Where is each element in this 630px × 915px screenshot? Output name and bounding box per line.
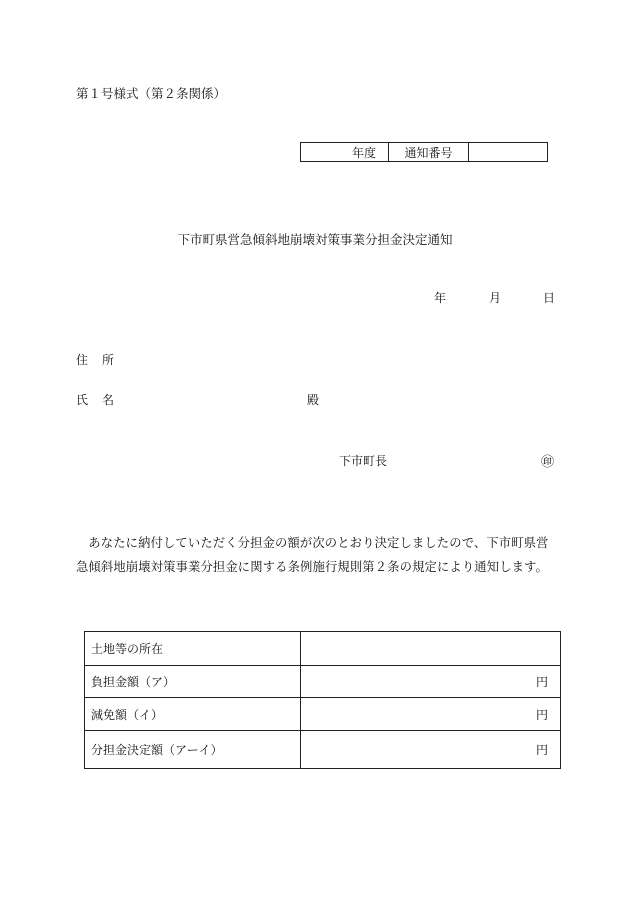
date-day: 日 [543,291,556,305]
name-label: 氏名 [76,393,129,407]
address-label: 住所 [76,353,129,367]
row-value-decided: 円 [301,731,561,769]
row-label-location: 土地等の所在 [85,632,301,666]
row-value-burden: 円 [301,666,561,698]
notice-number-value [469,143,547,161]
fiscal-year-cell: 年度 [301,143,389,161]
date-month: 月 [489,291,502,305]
notice-number-label: 通知番号 [389,143,469,161]
mayor-title: 下市町長 [339,454,388,468]
row-label-decided: 分担金決定額（アーイ） [85,731,301,769]
honorific: 殿 [307,393,320,407]
table-row [85,731,561,769]
row-label-burden: 負担金額（ア） [85,666,301,698]
body-paragraph: あなたに納付していただく分担金の額が次のとおり決定しましたので、下市町県営急傾斜地崩壊対策事業分担金に関する条例施行規則第２条の規定により通知します。 [76,536,549,574]
date-year: 年 [434,291,447,305]
form-number: 第１号様式（第２条関係） [76,86,227,101]
row-value-reduction: 円 [301,698,561,731]
seal-mark: ㊞ [541,455,555,470]
notice-number-box [300,142,548,162]
document-title: 下市町県営急傾斜地崩壊対策事業分担金決定通知 [177,232,453,247]
row-label-reduction: 減免額（イ） [85,698,301,731]
amount-table [84,631,561,769]
table-row [85,698,561,731]
table-row [85,632,561,666]
row-value-location [301,632,561,666]
table-row [85,666,561,698]
